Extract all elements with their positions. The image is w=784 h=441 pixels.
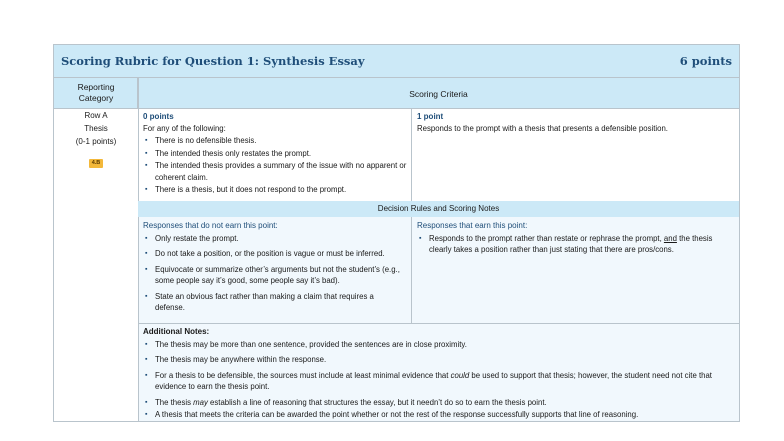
one-point-text: Responds to the prompt with a thesis that presents a defensible position. — [417, 123, 668, 133]
note-italic-word: may — [193, 397, 208, 407]
divider — [411, 217, 412, 323]
header-reporting-category — [54, 78, 138, 108]
not-earn-cell — [143, 220, 405, 314]
row-label-points: (0-1 points) — [75, 137, 117, 146]
list-item — [143, 370, 735, 393]
one-point-cell — [417, 111, 735, 134]
note-text-start: The thesis — [155, 397, 194, 407]
earn-text-start: Responds to the prompt rather than restate or rephrase the prompt, — [429, 233, 664, 243]
header-reporting-line1: Reporting — [77, 82, 115, 92]
list-item: ▪ State an obvious fact rather than making a claim that requires a defense. — [143, 291, 405, 314]
list-item: ▪ Equivocate or summarize other’s arguments but not the student’s (e.g., some people say it’s good, some people say it’s bad). — [143, 264, 405, 287]
additional-notes-heading: Additional Notes: — [143, 327, 210, 336]
divider — [139, 323, 739, 324]
note-text-start: For a thesis to be defensible, the sources must include at least minimal evidence that — [155, 370, 451, 380]
list-item: ▪ The thesis may be anywhere within the response. — [143, 354, 735, 366]
header-reporting-line2: Category — [78, 93, 114, 103]
list-item: ▪ Do not take a position, or the position is vague or must be inferred. — [143, 248, 405, 260]
row-label-name: Row A — [84, 111, 108, 120]
divider — [54, 108, 739, 109]
zero-points-cell — [143, 111, 408, 196]
list-item: ▪ There is no defensible thesis. — [143, 135, 408, 147]
title-bar — [54, 45, 739, 78]
list-item — [417, 233, 733, 256]
list-item: ▪ A thesis that meets the criteria can be awarded the point whether or not the rest of the response successfully supports that line of reasoning. — [143, 409, 735, 421]
not-earn-heading: Responses that do not earn this point: — [143, 221, 278, 230]
earn-heading: Responses that earn this point: — [417, 221, 528, 230]
list-item: ▪ The intended thesis only restates the prompt. — [143, 148, 408, 160]
divider — [411, 108, 412, 201]
total-points: 6 points — [679, 54, 732, 68]
header-scoring-criteria-label: Scoring Criteria — [409, 89, 468, 99]
row-label-category: Thesis — [84, 124, 108, 133]
header-scoring-criteria — [138, 78, 739, 108]
earn-cell — [417, 220, 733, 256]
row-label — [54, 109, 138, 148]
list-item — [143, 397, 735, 409]
note-text-end: establish a line of reasoning that structures the essay, but it needn’t do so to earn the thesis point. — [207, 397, 547, 407]
earn-underlined-word: and — [663, 233, 677, 243]
note-italic-word: could — [450, 370, 470, 380]
note-text-end: be used to support that thesis; however, the student need not cite that evidence to earn the thesis point. — [155, 370, 712, 391]
rubric-table — [53, 44, 740, 422]
rubric-title: Scoring Rubric for Question 1: Synthesis Essay — [61, 54, 365, 68]
zero-points-heading: 0 points — [143, 112, 174, 121]
list-item: ▪ The intended thesis provides a summary of the issue with no apparent or coherent claim. — [143, 160, 408, 183]
decision-rules-bar — [138, 201, 739, 217]
list-item: ▪ There is a thesis, but it does not respond to the prompt. — [143, 184, 408, 196]
additional-notes-cell — [143, 326, 735, 421]
zero-points-intro: For any of the following: — [143, 123, 226, 133]
decision-rules-heading: Decision Rules and Scoring Notes — [377, 204, 500, 213]
skill-badge: 4.B — [89, 159, 103, 168]
earn-text-end: the thesis clearly takes a position rather than just stating that there are pros/cons. — [429, 233, 713, 254]
list-item: ▪ The thesis may be more than one sentence, provided the sentences are in close proximity. — [143, 339, 735, 351]
list-item: ▪ Only restate the prompt. — [143, 233, 405, 245]
one-point-heading: 1 point — [417, 112, 444, 121]
